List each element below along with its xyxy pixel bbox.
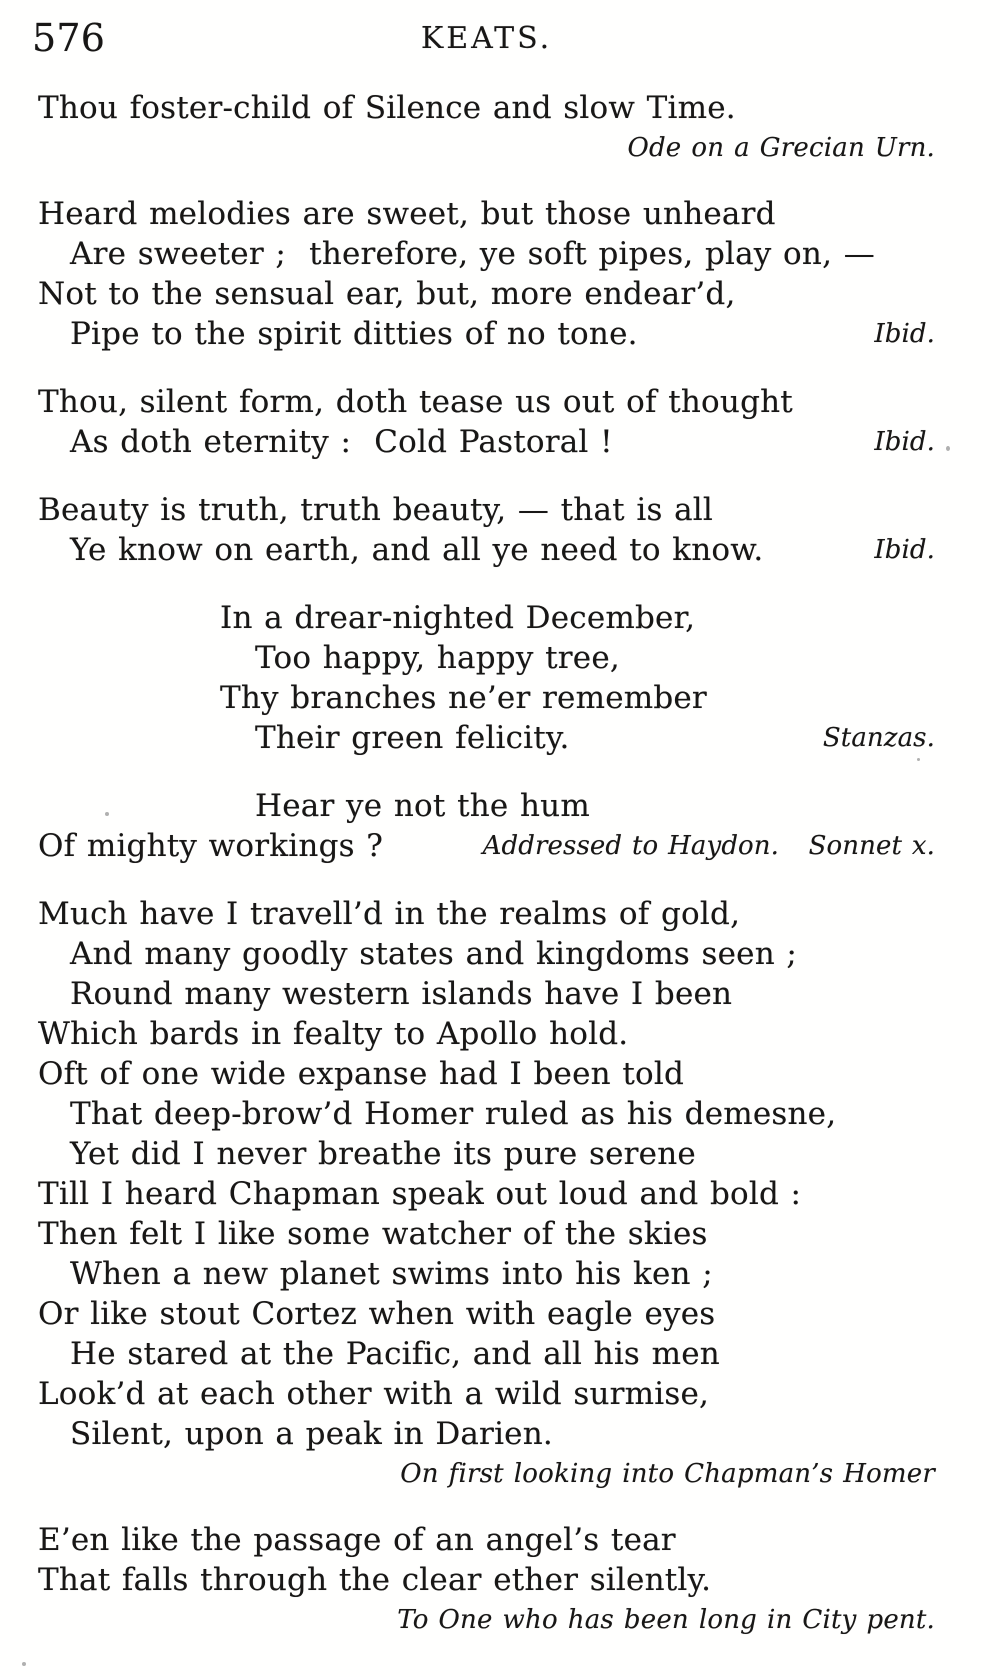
verse-line xyxy=(38,718,935,758)
verse-text: That deep-brow’d Homer ruled as his demesne, xyxy=(70,1096,837,1132)
verse-text: Thou, silent form, doth tease us out of thought xyxy=(38,384,793,420)
verse-line xyxy=(38,598,935,638)
verse-text: Pipe to the spirit ditties of no tone. xyxy=(70,316,638,352)
verse-text: In a drear-nighted December, xyxy=(220,600,696,636)
verse-line xyxy=(38,638,935,678)
source-attribution: Ibid. xyxy=(874,427,935,457)
verse-line xyxy=(38,678,935,718)
verse-text: Then felt I like some watcher of the skies xyxy=(38,1216,708,1252)
verse-line xyxy=(38,1560,935,1600)
verse-line xyxy=(38,490,935,530)
verse-text: Beauty is truth, truth beauty, — that is all xyxy=(38,492,714,528)
verse-text: E’en like the passage of an angel’s tear xyxy=(38,1522,676,1558)
scan-speck xyxy=(917,758,920,761)
verse-line xyxy=(38,1414,935,1454)
verse-text: Not to the sensual ear, but, more endear’d, xyxy=(38,276,736,312)
verse-text: Their green felicity. xyxy=(255,720,570,756)
page-header xyxy=(32,14,935,60)
source-attribution: Ibid. xyxy=(874,535,935,565)
quote-block xyxy=(38,894,935,1492)
verse-line xyxy=(38,194,935,234)
verse-line xyxy=(38,422,935,462)
verse-text: Silent, upon a peak in Darien. xyxy=(70,1416,553,1452)
verse-line xyxy=(38,786,935,826)
verse-text: When a new planet swims into his ken ; xyxy=(70,1256,713,1292)
verse-line xyxy=(38,1134,935,1174)
verse-text: As doth eternity : Cold Pastoral ! xyxy=(70,424,613,460)
verse-text: Look’d at each other with a wild surmise, xyxy=(38,1376,710,1412)
verse-text: Yet did I never breathe its pure serene xyxy=(70,1136,696,1172)
verse-line xyxy=(38,1520,935,1560)
quote-block xyxy=(38,88,935,166)
verse-text: Round many western islands have I been xyxy=(70,976,733,1012)
verse-line xyxy=(38,934,935,974)
source-attribution: Addressed to Haydon. Sonnet x. xyxy=(482,831,935,861)
source-attribution: To One who has been long in City pent. xyxy=(397,1605,935,1635)
verse-line xyxy=(38,1214,935,1254)
source-attribution: On first looking into Chapman’s Homer xyxy=(400,1459,935,1489)
quote-block xyxy=(38,194,935,354)
verse-text: Are sweeter ; therefore, ye soft pipes, play on, — xyxy=(70,236,875,272)
verse-line xyxy=(38,314,935,354)
verse-text: Of mighty workings ? xyxy=(38,828,384,864)
verse-line xyxy=(38,1054,935,1094)
verse-line xyxy=(38,894,935,934)
verse-text: Much have I travell’d in the realms of gold, xyxy=(38,896,741,932)
verse-line xyxy=(38,1174,935,1214)
verse-line xyxy=(38,88,935,128)
verse-line xyxy=(38,974,935,1014)
verse-text: That falls through the clear ether silently. xyxy=(38,1562,712,1598)
quote-block xyxy=(38,786,935,866)
verse-line xyxy=(38,382,935,422)
source-attribution: Ibid. xyxy=(874,319,935,349)
verse-line xyxy=(38,1334,935,1374)
verse-text: He stared at the Pacific, and all his men xyxy=(70,1336,720,1372)
verse-text: And many goodly states and kingdoms seen ; xyxy=(70,936,798,972)
quote-block xyxy=(38,490,935,570)
scan-speck xyxy=(22,1662,26,1666)
verse-line xyxy=(38,1254,935,1294)
quote-block xyxy=(38,382,935,462)
verse-line xyxy=(38,1374,935,1414)
quote-block xyxy=(38,1520,935,1638)
verse-text: Too happy, happy tree, xyxy=(255,640,620,676)
source-attribution: Stanzas. xyxy=(822,723,935,753)
verse-text: Or like stout Cortez when with eagle eyes xyxy=(38,1296,716,1332)
scan-speck xyxy=(105,812,109,816)
page-number: 576 xyxy=(32,16,106,60)
running-title: KEATS. xyxy=(420,21,553,56)
scan-speck xyxy=(946,446,950,451)
verse-line xyxy=(38,234,935,274)
verse-text: Thou foster-child of Silence and slow Time. xyxy=(38,90,736,126)
verse-text: Ye know on earth, and all ye need to know. xyxy=(70,532,764,568)
verse-line xyxy=(38,1294,935,1334)
verse-line xyxy=(38,274,935,314)
verse-text: Thy branches ne’er remember xyxy=(220,680,707,716)
verse-line xyxy=(38,826,935,866)
verse-text: Heard melodies are sweet, but those unheard xyxy=(38,196,776,232)
quote-block xyxy=(38,598,935,758)
verse-line xyxy=(38,1014,935,1054)
verse-line xyxy=(38,530,935,570)
verse-text: Which bards in fealty to Apollo hold. xyxy=(38,1016,629,1052)
verse-line xyxy=(38,1094,935,1134)
verse-text: Till I heard Chapman speak out loud and bold : xyxy=(38,1176,802,1212)
verse-text: Hear ye not the hum xyxy=(255,788,590,824)
source-attribution: Ode on a Grecian Urn. xyxy=(627,133,935,163)
quotes-section xyxy=(38,88,935,1638)
verse-text: Oft of one wide expanse had I been told xyxy=(38,1056,685,1092)
